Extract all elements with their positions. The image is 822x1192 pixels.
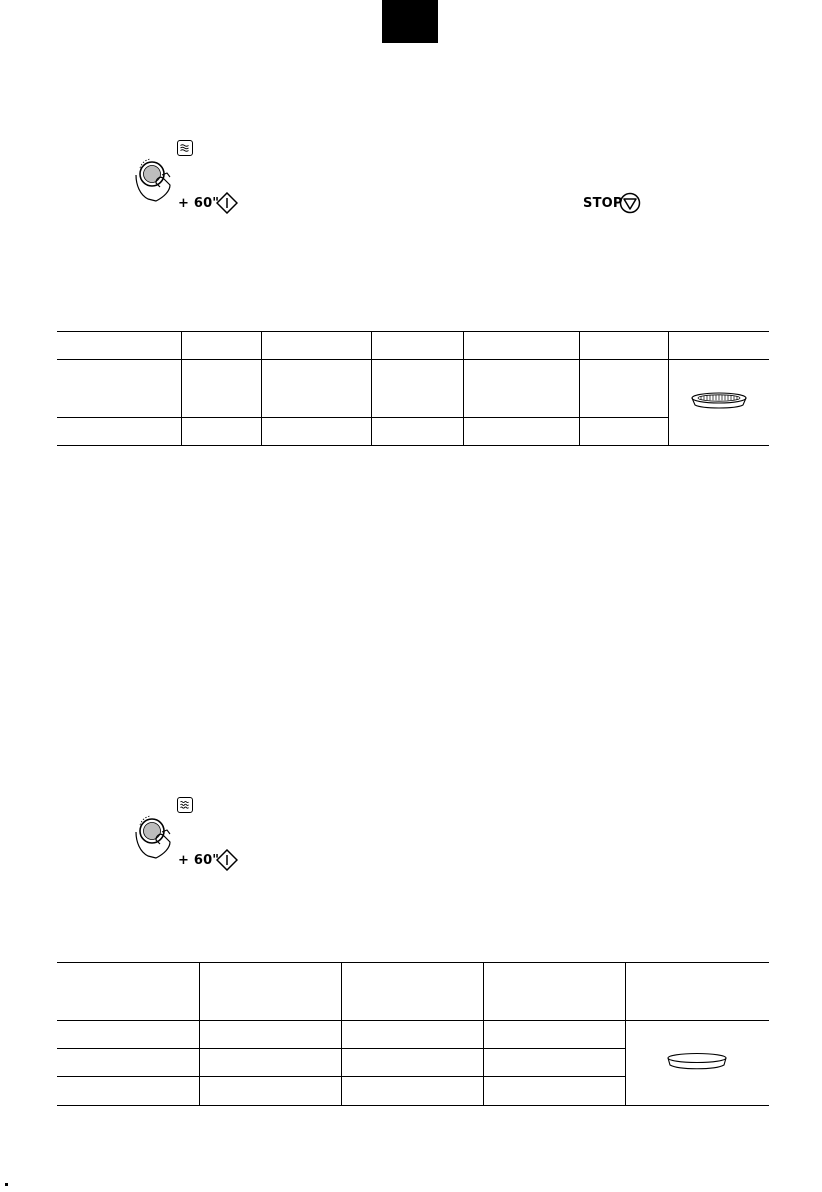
table-cell: [579, 418, 668, 446]
table-cell: [371, 360, 463, 418]
grill-lines-icon: [178, 141, 191, 154]
table-cell: [483, 963, 625, 1021]
table-cell: [371, 332, 463, 360]
round-shallow-dish-icon: [665, 1051, 729, 1073]
dish-cell: [668, 360, 769, 446]
table-cell: [57, 1077, 199, 1106]
table-row: [57, 963, 769, 1021]
table-cell: [579, 332, 668, 360]
grill-function-button[interactable]: [177, 140, 193, 156]
table-row: [57, 418, 769, 446]
start-diamond-icon[interactable]: [216, 192, 238, 214]
table-cell: [57, 332, 181, 360]
cooking-table-1: [57, 331, 769, 446]
table-cell: [483, 1021, 625, 1049]
start-plus-60-label: + 60": [178, 853, 220, 868]
rotary-dial-hand-icon[interactable]: [134, 812, 180, 860]
table-cell: [261, 418, 371, 446]
start-plus-60-label: + 60": [178, 196, 220, 211]
table-cell: [181, 418, 261, 446]
table-cell: [463, 418, 579, 446]
table-cell: [199, 1021, 341, 1049]
table-cell: [341, 1077, 483, 1106]
stop-label: STOP: [583, 196, 623, 211]
table-cell: [579, 360, 668, 418]
stop-triangle-icon[interactable]: [619, 192, 641, 214]
table-cell: [341, 1021, 483, 1049]
table-cell: [57, 418, 181, 446]
table-cell: [199, 1077, 341, 1106]
table-cell: [261, 360, 371, 418]
table-cell: [181, 360, 261, 418]
table-cell: [668, 332, 769, 360]
dish-cell: [625, 1021, 769, 1106]
table-row: [57, 332, 769, 360]
table-cell: [463, 332, 579, 360]
table-cell: [199, 1049, 341, 1077]
language-tab: [382, 0, 438, 43]
table-cell: [57, 360, 181, 418]
table-cell: [463, 360, 579, 418]
table-cell: [341, 1049, 483, 1077]
table-row: [57, 1021, 769, 1049]
table-row: [57, 360, 769, 418]
table-cell: [483, 1049, 625, 1077]
table-cell: [341, 963, 483, 1021]
start-diamond-icon[interactable]: [216, 849, 238, 871]
table-cell: [261, 332, 371, 360]
table-cell: [483, 1077, 625, 1106]
microwave-waves-icon: [178, 798, 191, 811]
table-cell: [57, 963, 199, 1021]
corner-mark: [5, 1183, 8, 1186]
table-cell: [181, 332, 261, 360]
table-cell: [625, 963, 769, 1021]
table-cell: [57, 1021, 199, 1049]
table-cell: [57, 1049, 199, 1077]
fluted-tart-dish-icon: [689, 390, 749, 412]
table-cell: [199, 963, 341, 1021]
cooking-table-2: [57, 962, 769, 1106]
microwave-function-button[interactable]: [177, 797, 193, 813]
table-cell: [371, 418, 463, 446]
rotary-dial-hand-icon[interactable]: [134, 155, 180, 203]
